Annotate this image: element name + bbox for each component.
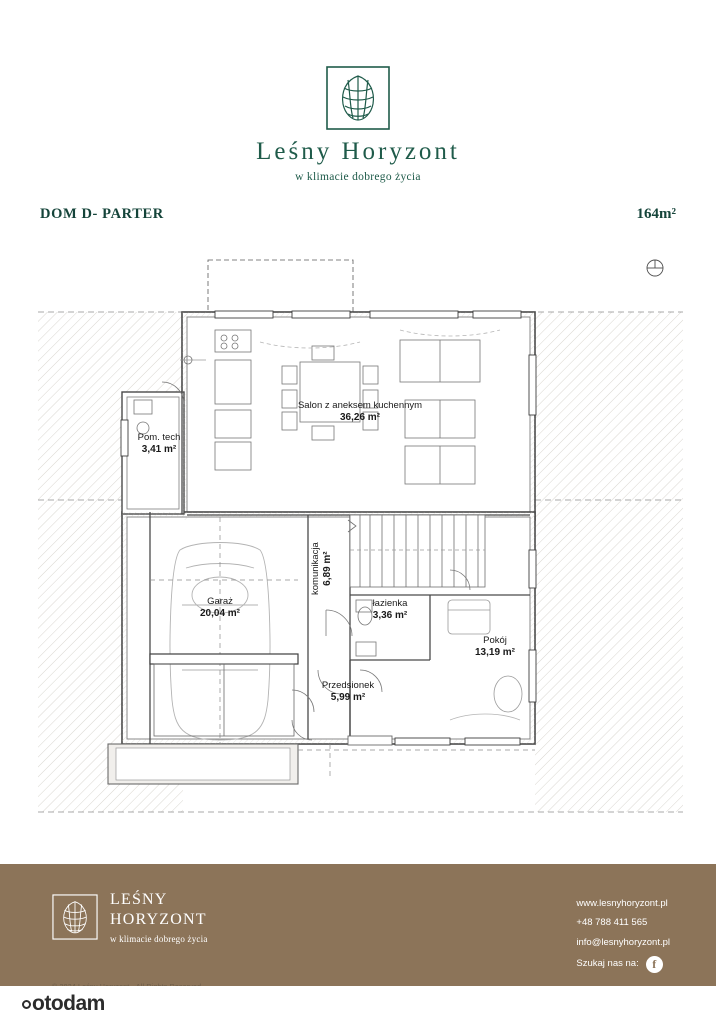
social-label: Szukaj nas na:	[576, 958, 639, 970]
footer	[0, 864, 716, 986]
brand-name: Leśny Horyzont	[256, 138, 460, 165]
footer-brand-text	[110, 890, 208, 944]
otodom-watermark-text: otodam	[32, 992, 105, 1015]
brand-tagline: w klimacie dobrego życia	[295, 171, 421, 183]
room-label-komunikacja: komunikacja 6,89 m²	[310, 542, 333, 595]
bottom-bar	[0, 986, 716, 1023]
entry-path	[298, 744, 535, 780]
room-label-lazienka: łazienka 3,36 m²	[372, 598, 408, 621]
entry-door	[348, 736, 392, 745]
footer-logo	[52, 890, 208, 944]
pinecone-icon	[326, 66, 390, 130]
otodom-dot-icon	[22, 1000, 31, 1009]
room-label-salon: Salon z aneksem kuchennym 36,26 m²	[297, 400, 423, 423]
room-label-garaz: Garaż 20,04 m²	[199, 596, 241, 619]
phone-link[interactable]: +48 788 411 565	[576, 917, 648, 929]
otodom-watermark	[22, 992, 105, 1016]
floor-plan	[30, 250, 690, 850]
facebook-icon[interactable]: f	[646, 956, 663, 973]
room-label-pom-tech: Pom. tech 3,41 m²	[137, 432, 181, 455]
brand-header	[0, 66, 716, 183]
footer-contact	[576, 894, 670, 974]
floor-plan-drawing	[30, 250, 690, 850]
pinecone-icon	[52, 894, 98, 940]
north-arrow-icon	[647, 260, 663, 276]
social-row	[576, 954, 670, 973]
email-link[interactable]: info@lesnyhoryzont.pl	[576, 936, 670, 948]
room-label-przedsionek: Przedsionek 5,99 m²	[321, 680, 375, 703]
page-title: DOM D- PARTER	[40, 206, 164, 222]
footer-brand-tagline: w klimacie dobrego życia	[110, 934, 208, 944]
plan-total-area: 164m²	[636, 206, 676, 222]
plan-title-row	[40, 206, 676, 223]
room-label-pokoj: Pokój 13,19 m²	[474, 635, 516, 658]
website-link[interactable]: www.lesnyhoryzont.pl	[576, 898, 668, 909]
footer-brand-line1: LEŚNY	[110, 891, 168, 908]
footer-brand-line2: HORYZONT	[110, 911, 207, 928]
